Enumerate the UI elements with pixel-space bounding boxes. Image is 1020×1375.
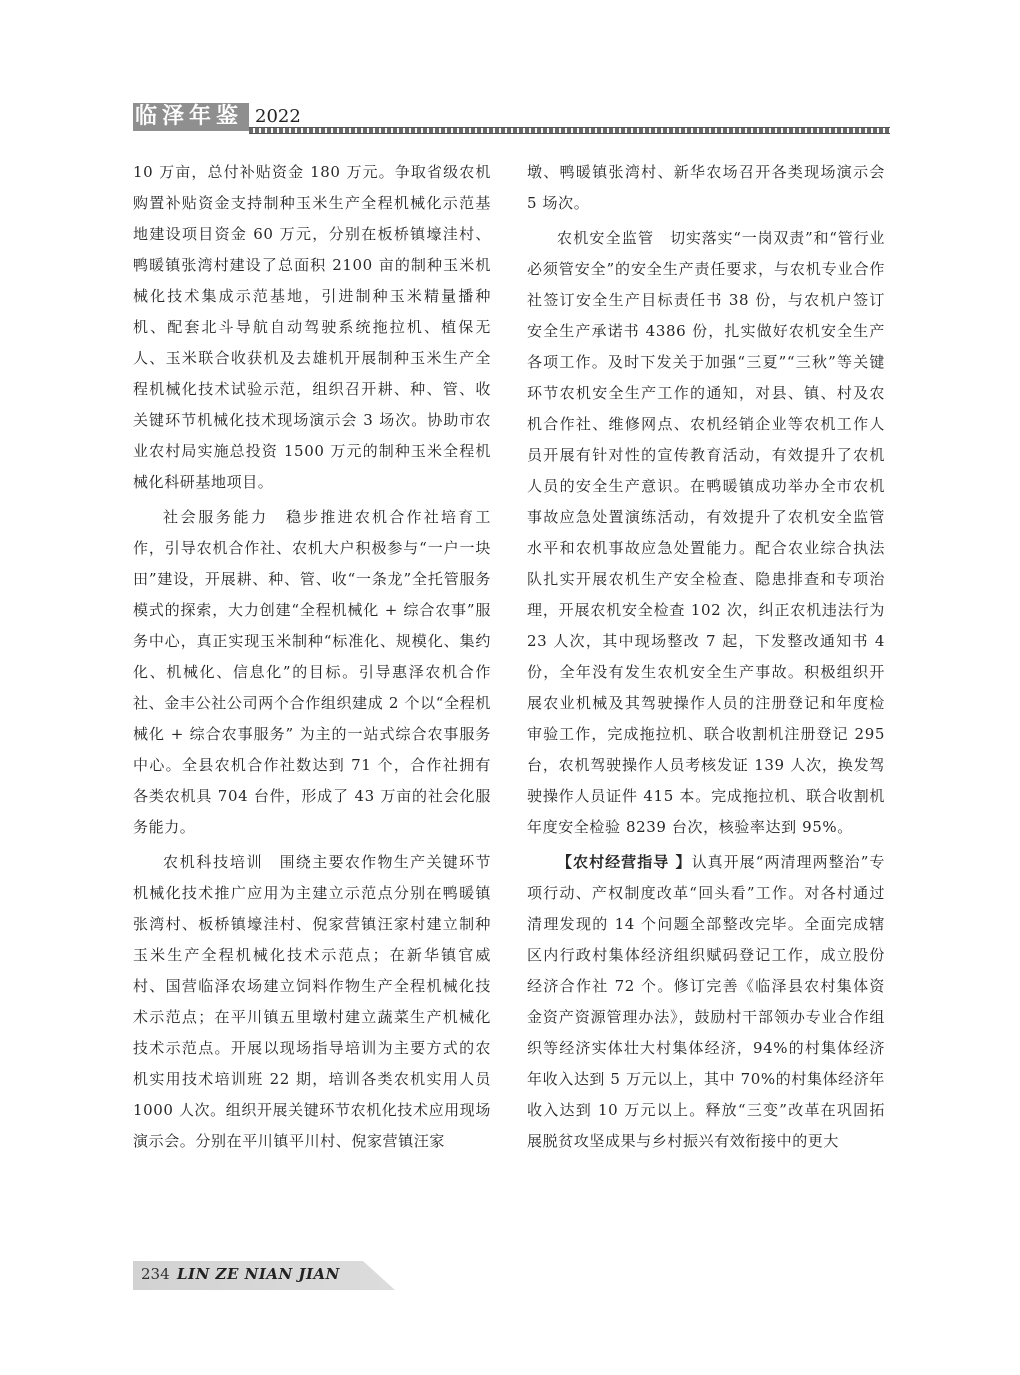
paragraph-text: 切实落实“一岗双责”和“管行业必须管安全”的安全生产责任要求，与农机专业合作社签订安全生产目标责任书 38 份，与农机户签订安全生产承诺书 4386 份，扎实做好农机安全生产各项工作。及时下发关于加强“三夏”“三秋”等关键环节农机安全生产工作的通知，对县、镇、村及农机合作社、维修网点、农机经销企业等农机工作人员开展有针对性的宣传教育活动，有效提升了农机人员的安全生产意识。在鸭暖镇成功举办全市农机事故应急处置演练活动，有效提升了农机安全监管水平和农机事故应急处置能力。配合农业综合执法队扎实开展农机生产安全检查、隐患排查和专项治理，开展农机安全检查 102 次，纠正农机违法行为 23 人次，其中现场整改 7 起，下发整改通知书 4 份，全年没有发生农机安全生产事故。积极组织开展农业机械及其驾驶操作人员的注册登记和年度检审验工作，完成拖拉机、联合收割机注册登记 295 台，农机驾驶操作人员考核发证 139 人次，换发驾驶操作人员证件 415 本。完成拖拉机、联合收割机年度安全检验 8239 台次，核验率达到 95%。 (527, 229, 885, 836)
left-column (133, 157, 491, 1157)
paragraph (133, 847, 491, 1157)
header-rule (249, 127, 890, 134)
running-header (133, 100, 890, 140)
paragraph-lead: 农机科技培训 (163, 853, 264, 871)
yearbook-year: 2022 (255, 106, 301, 127)
footer-magazine-name: LIN ZE NIAN JIAN (177, 1265, 340, 1283)
paragraph (133, 157, 491, 498)
paragraph (133, 502, 491, 843)
paragraph-text: 认真开展“两清理两整治”专项行动、产权制度改革“回头看”工作。对各村通过清理发现的 14 个问题全部整改完毕。全面完成辖区内行政村集体经济组织赋码登记工作，成立股份经济合作社 72 个。修订完善《临泽县农村集体资金资产资源管理办法》，鼓励村干部领办专业合作组织等经济实体壮大村集体经济，94%的村集体经济年收入达到 5 万元以上，其中 70%的村集体经济年收入达到 10 万元以上。释放“三变”改革在巩固拓展脱贫攻坚成果与乡村振兴有效衔接中的更大 (527, 853, 886, 1150)
paragraph (527, 847, 885, 1157)
right-column (527, 157, 885, 1157)
paragraph-lead: 社会服务能力 (163, 508, 269, 526)
paragraph (527, 157, 885, 219)
paragraph-text: 10 万亩，总付补贴资金 180 万元。争取省级农机购置补贴资金支持制种玉米生产全程机械化示范基地建设项目资金 60 万元，分别在板桥镇壕洼村、鸭暖镇张湾村建设了总面积 2100 亩的制种玉米机械化技术集成示范基地，引进制种玉米精量播种机、配套北斗导航自动驾驶系统拖拉机、植保无人、玉米联合收获机及去雄机开展制种玉米生产全程机械化技术试验示范，组织召开耕、种、管、收关键环节机械化技术现场演示会 3 场次。协助市农业农村局实施总投资 1500 万元的制种玉米全程机械化科研基地项目。 (133, 163, 491, 491)
yearbook-title: 临泽年鉴 (133, 103, 249, 131)
paragraph-text: 墩、鸭暖镇张湾村、新华农场召开各类现场演示会 5 场次。 (527, 163, 885, 212)
paragraph-text: 稳步推进农机合作社培育工作，引导农机合作社、农机大户积极参与“一户一块田”建设，开展耕、种、管、收“一条龙”全托管服务模式的探索，大力创建“全程机械化 + 综合农事”服务中心，真正实现玉米制种“标准化、规模化、集约化、机械化、信息化”的目标。引导惠泽农机合作社、金丰公社公司两个合作组织建成 2 个以“全程机械化 + 综合农事服务” 为主的一站式综合农事服务中心。全县农机合作社数达到 71 个，合作社拥有各类农机具 704 台件，形成了 43 万亩的社会化服务能力。 (133, 508, 491, 836)
page-number: 234 (141, 1265, 170, 1283)
page-footer (133, 1261, 395, 1290)
paragraph-lead: 农机安全监管 (557, 229, 655, 247)
paragraph-text: 围绕主要农作物生产关键环节机械化技术推广应用为主建立示范点分别在鸭暖镇张湾村、板桥镇壕洼村、倪家营镇汪家村建立制种玉米生产全程机械化技术示范点；在新华镇官威村、国营临泽农场建立饲料作物生产全程机械化技术示范点；在平川镇五里墩村建立蔬菜生产机械化技术示范点。开展以现场指导培训为主要方式的农机实用技术培训班 22 期，培训各类农机实用人员 1000 人次。组织开展关键环节农机化技术应用现场演示会。分别在平川镇平川村、倪家营镇汪家 (133, 853, 491, 1150)
section-heading: 【农村经营指导 】 (557, 853, 692, 871)
paragraph (527, 223, 885, 843)
